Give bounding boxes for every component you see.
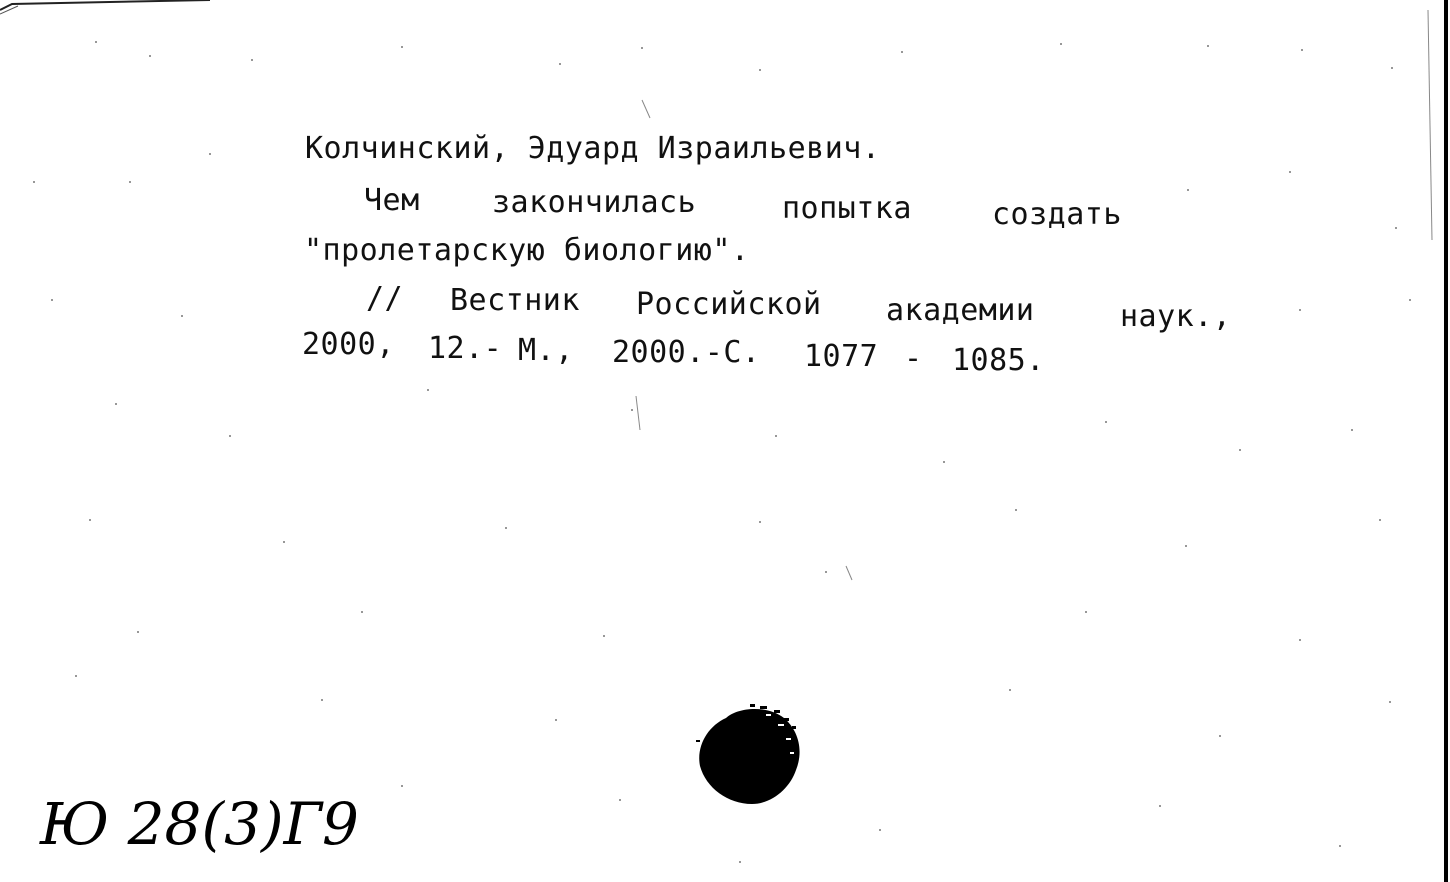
source-word: 2000.-С. xyxy=(612,335,761,370)
source-word: 1077 xyxy=(804,339,879,374)
source-word: // xyxy=(366,281,404,316)
source-word: Вестник xyxy=(450,283,580,318)
source-word: Российской xyxy=(636,287,822,322)
source-word: наук., xyxy=(1120,299,1232,334)
source-word: академии xyxy=(886,293,1035,328)
source-word: 1085. xyxy=(952,343,1045,378)
punch-hole xyxy=(696,704,806,808)
source-word: - xyxy=(904,341,923,376)
handwritten-shelf-mark: Ю 28(3)Г9 xyxy=(40,790,359,858)
author-line: Колчинский, Эдуард Израильевич. xyxy=(305,131,881,166)
title-word: закончилась xyxy=(492,185,697,220)
title-word: Чем xyxy=(364,183,420,218)
title-word: создать xyxy=(992,197,1122,232)
source-word: М., xyxy=(518,333,574,368)
source-word: 12.- xyxy=(428,331,503,366)
source-word: 2000, xyxy=(302,327,395,362)
title-line-2: "пролетарскую биологию". xyxy=(304,233,750,268)
title-word: попытка xyxy=(782,191,912,226)
